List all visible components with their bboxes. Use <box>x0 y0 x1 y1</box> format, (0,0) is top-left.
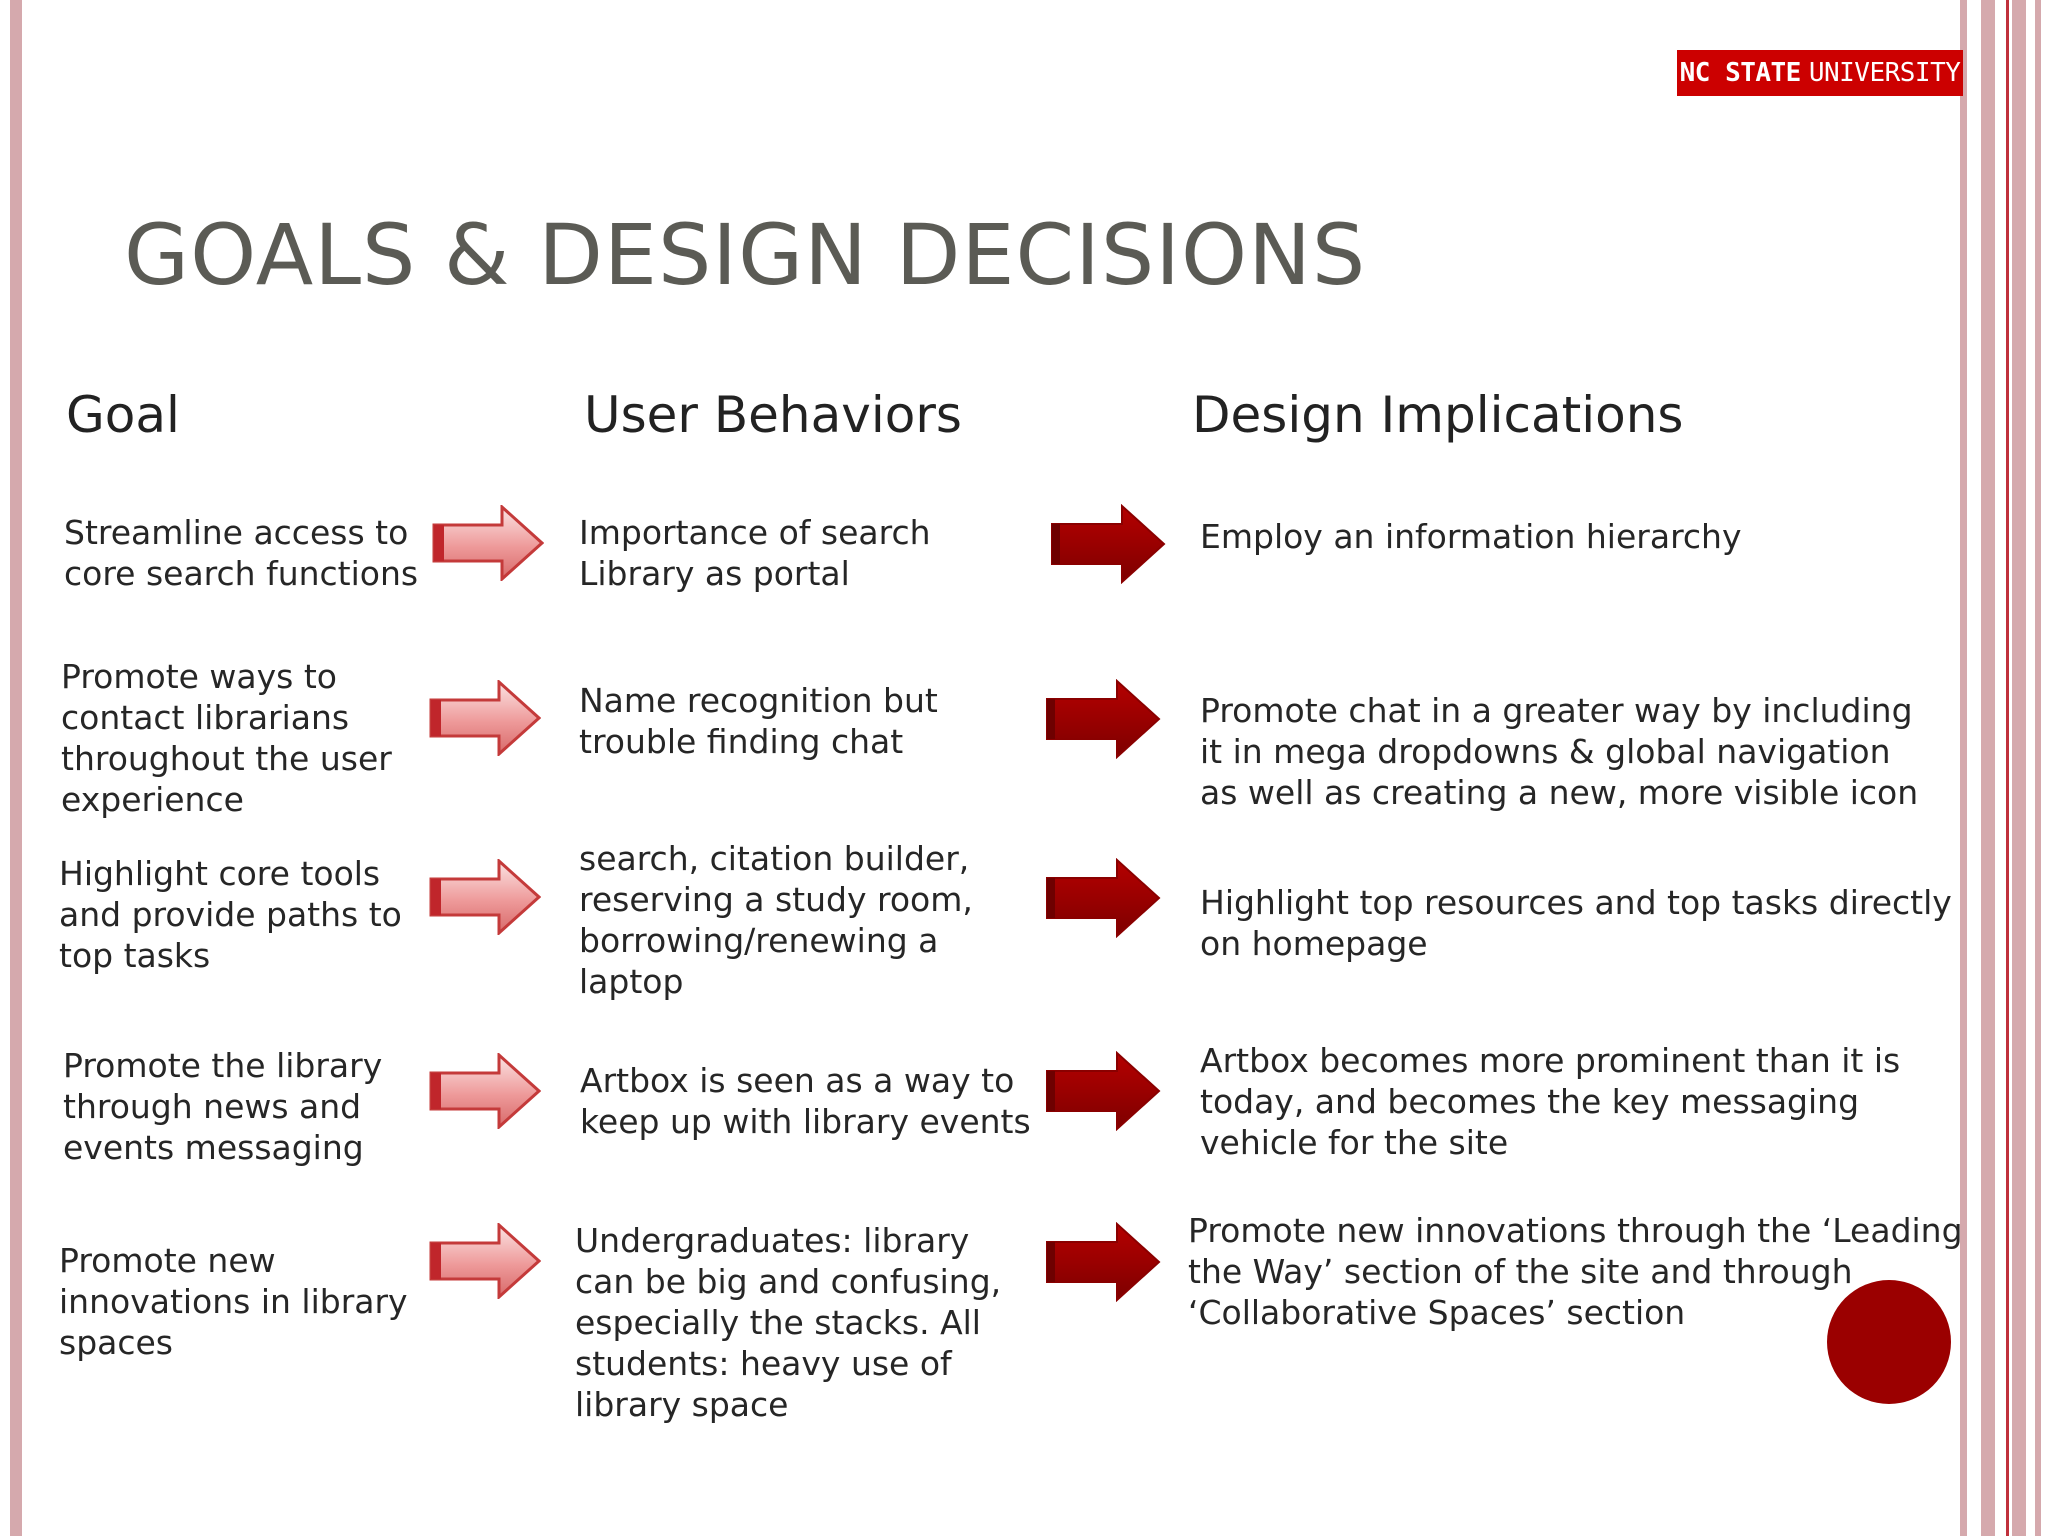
implication-text-5: Promote new innovations through the ‘Leading the Way’ section of the site and through ‘Collaborative Spaces’ section <box>1188 1211 1963 1332</box>
implication-text-4: Artbox becomes more prominent than it is today, and becomes the key messaging vehicle for the site <box>1200 1041 1901 1162</box>
implication-text-3: Highlight top resources and top tasks directly on homepage <box>1200 883 1952 963</box>
behavior-text-1: Importance of search Library as portal <box>579 513 931 593</box>
column-heading-goal: Goal <box>66 386 180 444</box>
goal-text-2: Promote ways to contact librarians throughout the user experience <box>61 657 392 819</box>
behavior-text-2: Name recognition but trouble finding chat <box>579 681 938 761</box>
goal-text-5: Promote new innovations in library spaces <box>59 1241 408 1362</box>
dark-arrow-right-icon <box>1045 1051 1161 1131</box>
behavior-text-3: search, citation builder, reserving a study room, borrowing/renewing a laptop <box>579 839 973 1001</box>
dark-arrow-right-icon <box>1050 504 1166 584</box>
light-arrow-right-icon <box>429 1053 541 1129</box>
decorative-red-circle <box>1827 1280 1951 1404</box>
nc-state-university-logo <box>1677 50 1963 96</box>
light-arrow-right-icon <box>432 505 544 581</box>
dark-arrow-right-icon <box>1045 679 1161 759</box>
light-arrow-right-icon <box>429 1223 541 1299</box>
goal-text-3: Highlight core tools and provide paths to top tasks <box>59 854 402 975</box>
logo-bold-text: NC STATE <box>1679 58 1801 88</box>
logo-light-text: UNIVERSITY <box>1808 58 1961 88</box>
implication-text-2: Promote chat in a greater way by including it in mega dropdowns & global navigation as well as creating a new, more visible icon <box>1200 691 1919 812</box>
behavior-text-4: Artbox is seen as a way to keep up with library events <box>580 1061 1031 1141</box>
goal-text-1: Streamline access to core search functions <box>64 513 419 593</box>
left-border-stripe <box>10 0 22 1536</box>
dark-arrow-right-icon <box>1045 1222 1161 1302</box>
light-arrow-right-icon <box>429 680 541 756</box>
light-arrow-right-icon <box>429 859 541 935</box>
goal-text-4: Promote the library through news and events messaging <box>63 1046 383 1167</box>
column-heading-user-behaviors: User Behaviors <box>584 386 962 444</box>
behavior-text-5: Undergraduates: library can be big and confusing, especially the stacks. All students: heavy use of library space <box>575 1221 1002 1424</box>
column-heading-design-implications: Design Implications <box>1192 386 1684 444</box>
slide-title: GOALS & DESIGN DECISIONS <box>124 206 1367 304</box>
dark-arrow-right-icon <box>1045 858 1161 938</box>
implication-text-1: Employ an information hierarchy <box>1200 517 1742 556</box>
